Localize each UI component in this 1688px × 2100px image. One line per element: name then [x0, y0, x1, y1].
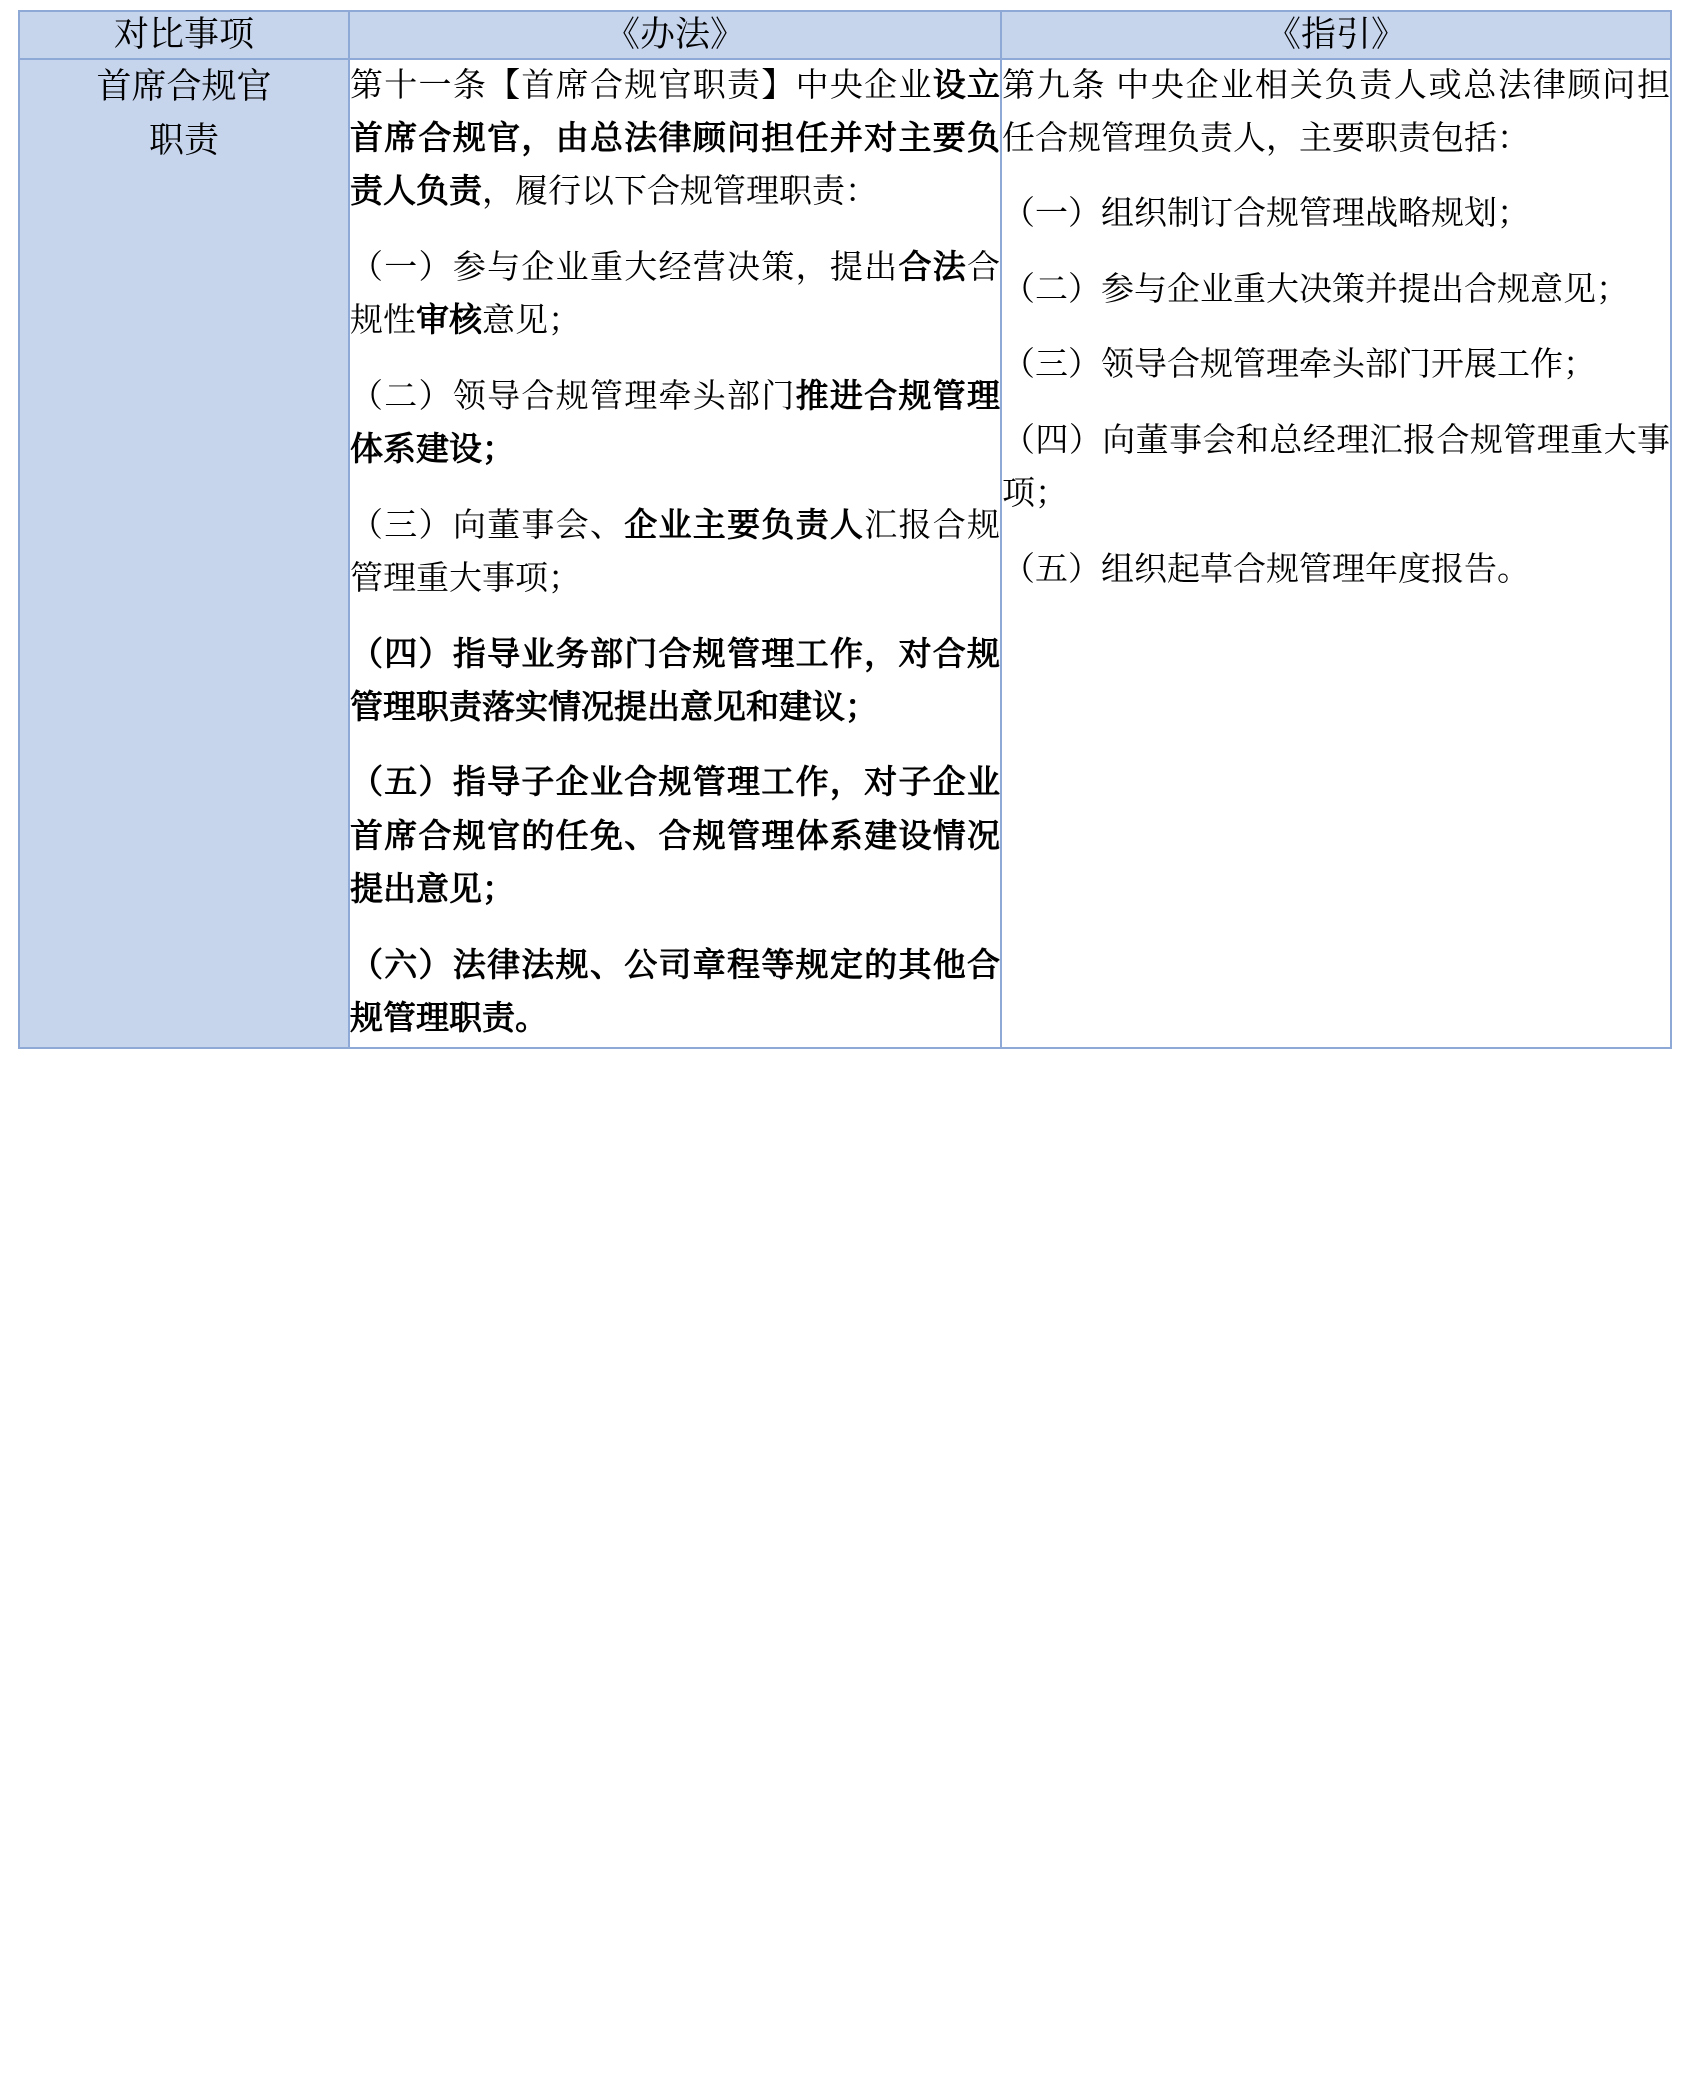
- zhiyin-text-segment: 第九条 中央企业相关负责人或总法律顾问担任合规管理负责人，主要职责包括：: [1002, 67, 1670, 157]
- column-header-item-label: 对比事项: [113, 15, 254, 54]
- zhiyin-paragraph-list: [1002, 60, 1670, 598]
- banfa-text-segment: 合法: [898, 249, 968, 286]
- banfa-text-segment: （一）参与企业重大经营决策，提出: [350, 249, 899, 286]
- table-row: [19, 59, 1671, 1048]
- banfa-text-segment: （四）指导业务部门合规管理工作，对合规管理职责落实情况提出意见和建议；: [350, 636, 1000, 727]
- column-header-item: [19, 11, 349, 59]
- column-header-banfa: [349, 11, 1001, 59]
- banfa-paragraph-list: [350, 60, 1000, 1047]
- banfa-text-segment: （五）指导子企业合规管理工作，对子企业首席合规官的任免、合规管理体系建设情况提出意见；: [350, 765, 1000, 909]
- banfa-paragraph: [350, 940, 1000, 1047]
- banfa-text-segment: 企业主要负责人: [624, 507, 865, 544]
- banfa-text-segment: 合规性: [350, 249, 1001, 340]
- banfa-text-segment: 汇报合规管理重大事项；: [350, 507, 1001, 598]
- column-header-zhiyin-label: 《指引》: [1265, 15, 1406, 54]
- banfa-paragraph: [350, 242, 1000, 349]
- banfa-paragraph: [350, 371, 1000, 478]
- table-header-row: [19, 11, 1671, 59]
- banfa-content-cell: [349, 59, 1001, 1048]
- table-body: [19, 59, 1671, 1048]
- zhiyin-text-segment: （五）组织起草合规管理年度报告。: [1002, 551, 1530, 588]
- banfa-text-segment: ，履行以下合规管理职责：: [482, 174, 878, 211]
- banfa-text-segment: （二）领导合规管理牵头部门: [350, 378, 796, 415]
- column-header-banfa-label: 《办法》: [604, 15, 745, 54]
- banfa-text-segment: 第十一条【首席合规官职责】中央企业: [350, 67, 933, 104]
- banfa-text-segment: 推进合规管理体系建设；: [350, 378, 1001, 469]
- zhiyin-paragraph: [1002, 188, 1670, 241]
- banfa-text-segment: （三）向董事会、: [350, 507, 625, 544]
- zhiyin-text-segment: （四）向董事会和总经理汇报合规管理重大事项；: [1002, 422, 1670, 513]
- banfa-text-segment: 设立首席合规官，由总法律顾问担任并对主要负责人负责: [350, 67, 1001, 211]
- comparison-table: [18, 10, 1672, 1049]
- column-header-zhiyin: [1001, 11, 1671, 59]
- banfa-paragraph: [350, 757, 1000, 917]
- banfa-paragraph: [350, 500, 1000, 607]
- row-label-line1: 首席合规官: [96, 66, 272, 106]
- zhiyin-content-cell: [1001, 59, 1671, 1048]
- banfa-text-segment: 意见；: [482, 303, 581, 340]
- table-header: [19, 11, 1671, 59]
- zhiyin-paragraph: [1002, 415, 1670, 522]
- zhiyin-text-segment: （一）组织制订合规管理战略规划；: [1002, 196, 1530, 233]
- zhiyin-text-segment: （三）领导合规管理牵头部门开展工作；: [1002, 347, 1596, 384]
- banfa-paragraph: [350, 629, 1000, 736]
- banfa-text-segment: 审核: [416, 303, 482, 340]
- zhiyin-text-segment: （二）参与企业重大决策并提出合规意见；: [1002, 271, 1629, 308]
- zhiyin-paragraph: [1002, 339, 1670, 392]
- banfa-paragraph: [350, 60, 1000, 220]
- zhiyin-paragraph: [1002, 544, 1670, 597]
- zhiyin-paragraph: [1002, 264, 1670, 317]
- row-label-cell: [19, 59, 349, 1048]
- banfa-text-segment: （六）法律法规、公司章程等规定的其他合规管理职责。: [350, 947, 1000, 1038]
- zhiyin-paragraph: [1002, 60, 1670, 167]
- row-label-line2: 职责: [148, 120, 219, 160]
